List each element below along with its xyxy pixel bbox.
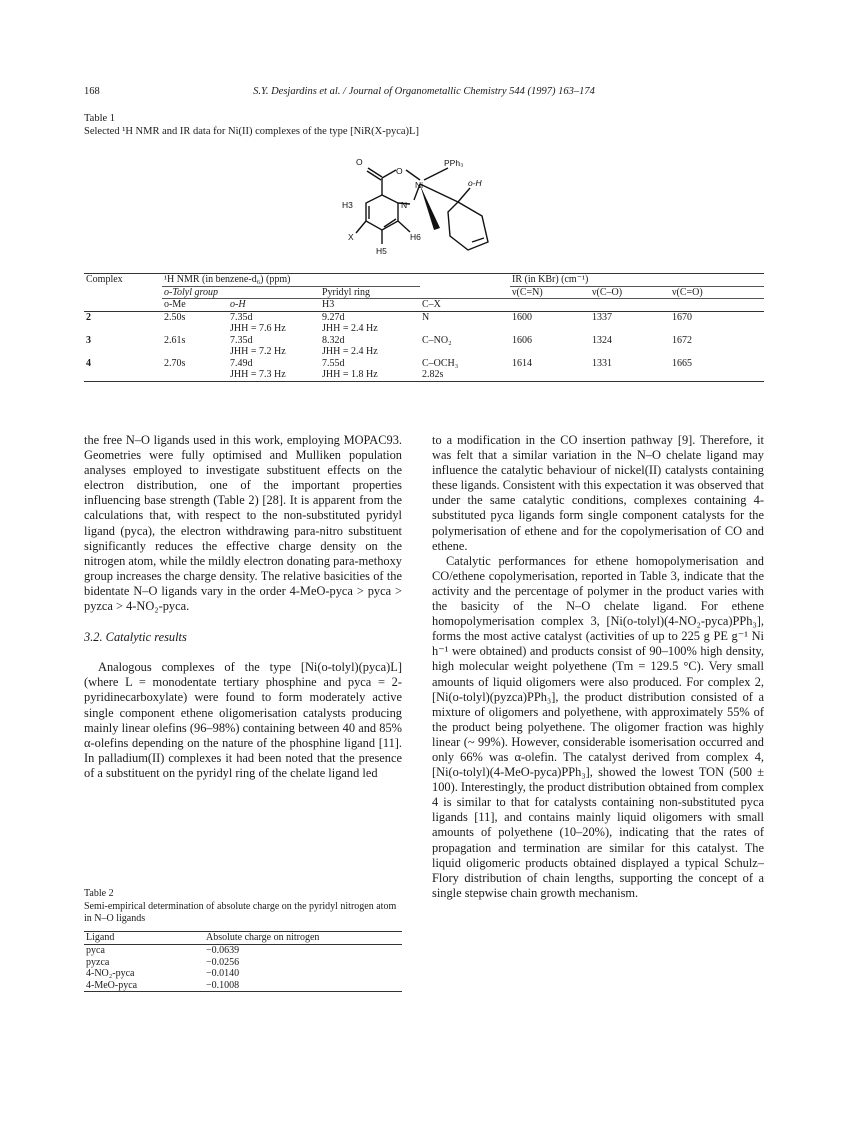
cell-oh: 7.35d JHH = 7.6 Hz: [230, 311, 286, 334]
cell-ligand: 4-MeO-pyca: [84, 980, 204, 992]
table-row: [84, 358, 764, 382]
cell-complex: 4: [86, 357, 91, 369]
cell-h3: 7.55d JHH = 1.8 Hz: [322, 357, 378, 380]
cell-charge: −0.1008: [204, 980, 402, 992]
cell-cx: C–OCH₃ 2.82s: [422, 357, 459, 380]
cell-vceo: 1665: [672, 357, 692, 369]
cell-charge: −0.0639: [206, 945, 240, 956]
section-heading: 3.2. Catalytic results: [84, 630, 187, 645]
cell-ome: 2.70s: [164, 357, 186, 369]
cell-ligand: 4-NO₂-pyca: [86, 968, 135, 979]
cell-vcn: 1606: [512, 334, 532, 346]
cell-vco: 1331: [592, 357, 612, 369]
cell-complex: 2: [86, 311, 91, 323]
table1-label: Table 1: [84, 113, 116, 124]
atom-label-oh: o-H: [468, 178, 482, 188]
atom-label-o1: O: [356, 157, 363, 167]
col-pyridyl: Pyridyl ring: [320, 286, 510, 299]
journal-citation: S.Y. Desjardins et al. / Journal of Organometallic Chemistry 544 (1997) 163–174: [253, 86, 595, 97]
right-paragraph-1: to a modification in the CO insertion pathway [9]. Therefore, it was felt that a similar variation in the N–O chelate ligand may influence the catalytic behaviour of nickel(II) catalysts containing these ligands. Consistent with this expectation it was observed that under the same catalytic conditions, complexes containing 4-substituted pyca ligands form single component catalysts for the polymerisation of ethene and for the copolymerisation of CO and ethene.: [432, 433, 764, 553]
cell-cx: C–NO₂: [422, 334, 452, 346]
cell-h3: 8.32d JHH = 2.4 Hz: [322, 334, 378, 357]
table-row: [84, 957, 402, 969]
atom-label-ni: Ni: [415, 180, 424, 190]
atom-label-pph3: PPh₃: [444, 158, 464, 168]
col-charge: Absolute charge on nitrogen: [204, 931, 402, 945]
table-row: [84, 311, 764, 335]
col-ligand: Ligand: [84, 931, 204, 945]
page-number: 168: [84, 86, 100, 97]
col-nmr: ¹H NMR (in benzene-d₆) (ppm): [162, 274, 420, 287]
table-row: [84, 945, 402, 957]
atom-label-h3: H3: [342, 200, 353, 210]
table2-label: Table 2: [84, 888, 114, 899]
complex-structure-diagram: [320, 150, 540, 268]
cell-vceo: 1672: [672, 334, 692, 346]
col-oh: o-H: [230, 299, 246, 310]
atom-label-x: X: [348, 232, 354, 242]
table-row: [84, 980, 402, 992]
cell-h3: 9.27d JHH = 2.4 Hz: [322, 311, 378, 334]
cell-charge: −0.0256: [206, 956, 240, 968]
table-row: [84, 335, 764, 358]
col-ome: o-Me: [164, 299, 186, 310]
col-tolyl: o-Tolyl group: [162, 286, 320, 299]
table2-caption: Semi-empirical determination of absolute charge on the pyridyl nitrogen atom in N–O ligands: [84, 900, 397, 924]
col-ir: IR (in KBr) (cm⁻¹): [510, 274, 764, 287]
cell-cx: N: [422, 311, 430, 323]
left-paragraph-2: Analogous complexes of the type [Ni(o-tolyl)(pyca)L] (where L = monodentate tertiary phosphine and pyca = 2-pyridinecarboxylate) were found to form moderately active single component ethene oligomerisation catalysts producing mainly linear olefins (96–98%) containing between 40 and 85% α-olefins depending on the nature of the phosphine ligand [11]. In palladium(II) complexes it had been noted that the presence of a substituent on the pyridyl ring of the chelate ligand led: [84, 660, 402, 780]
col-vco: ν(C–O): [590, 286, 670, 299]
table1-caption: Selected ¹H NMR and IR data for Ni(II) complexes of the type [NiR(X-pyca)L]: [84, 126, 419, 137]
cell-ligand: pyca: [86, 945, 105, 956]
cell-charge: −0.0140: [206, 968, 240, 979]
table-row: [84, 968, 402, 980]
cell-oh: 7.49d JHH = 7.3 Hz: [230, 357, 286, 380]
table2: [84, 888, 402, 992]
col-cx: C–X: [422, 299, 441, 310]
left-column: [84, 433, 402, 781]
left-paragraph-1: the free N–O ligands used in this work, employing MOPAC93. Geometries were fully optimised and Mulliken population analyses employed to investigate substituent effects on the electron distribution, one of the important properties influencing base strength (Table 2) [28]. It is apparent from the calculations that, with respect to the non-substituted pyridyl ligand (pyca), the electron withdrawing para-nitro substituent significantly reduces the effective charge density on the nitrogen atom, while the mildly electron donating para-methoxy group increases the charge density. The relative basicities of the bidentate N–O ligands vary in the order 4-MeO-pyca > pyca > pyzca > 4-NO₂-pyca.: [84, 433, 402, 614]
cell-complex: 3: [86, 334, 91, 346]
cell-vcn: 1600: [512, 311, 532, 323]
structure-svg: [320, 150, 540, 268]
col-h3: H3: [322, 299, 335, 310]
cell-ome: 2.50s: [164, 311, 186, 323]
running-header: [84, 86, 764, 104]
right-paragraph-2: Catalytic performances for ethene homopolymerisation and CO/ethene copolymerisation, reported in Table 3, indicate that the activity and the percentage of polymer in the product varies with the basicity of the N–O chelate ligand. For ethene homopolymerisation complex 3, [Ni(o-tolyl)(4-NO₂-pyca)PPh₃], forms the most active catalyst (activities of up to 225 g PE g⁻¹ Ni h⁻¹ were obtained) and products consist of 90–100% high density, high molecular weight polyethene (Tm = 129.5 °C). Very small amounts of liquid oligomers were also produced. For complex 2, [Ni(o-tolyl)(pyzca)PPh₃], the product distribution consisted of a mixture of oligomers and polyethene, with approximately 55% of the product being polyethene. The oligomer fraction was highly linear (~ 99%). However, considerable isomerisation occurred and only 66% was α-olefin. The catalyst derived from complex 4, [Ni(o-tolyl)(4-MeO-pyca)PPh₃], showed the lowest TON (500 ± 100). Interestingly, the product distribution obtained from complex 4 is similar to that for catalysts containing non-substituted pyca ligands [11], and contains mainly liquid oligomers with small amounts of polyethene (10–20%), indicating that the rates of propagation and termination are similar for this catalyst. The liquid oligomeric products obtained displayed a typical Schulz–Flory distribution of chain lengths, supporting the concept of a single stepwise chain growth mechanism.: [432, 553, 764, 900]
cell-ome: 2.61s: [164, 334, 186, 346]
cell-vcn: 1614: [512, 357, 532, 369]
right-column: [432, 433, 764, 901]
cell-ligand: pyzca: [86, 956, 110, 968]
table1-caption-block: [84, 112, 419, 138]
col-complex: Complex: [86, 274, 123, 285]
col-vcn: ν(C=N): [510, 286, 590, 299]
atom-label-o2: O: [396, 166, 403, 176]
atom-label-h5: H5: [376, 246, 387, 256]
table1: [84, 273, 764, 382]
cell-oh: 7.35d JHH = 7.2 Hz: [230, 334, 286, 357]
cell-vco: 1324: [592, 334, 612, 346]
col-vceo: ν(C=O): [670, 286, 764, 299]
cell-vco: 1337: [592, 311, 612, 323]
atom-label-h6: H6: [410, 232, 421, 242]
cell-vceo: 1670: [672, 311, 692, 323]
atom-label-n: N: [401, 200, 408, 210]
